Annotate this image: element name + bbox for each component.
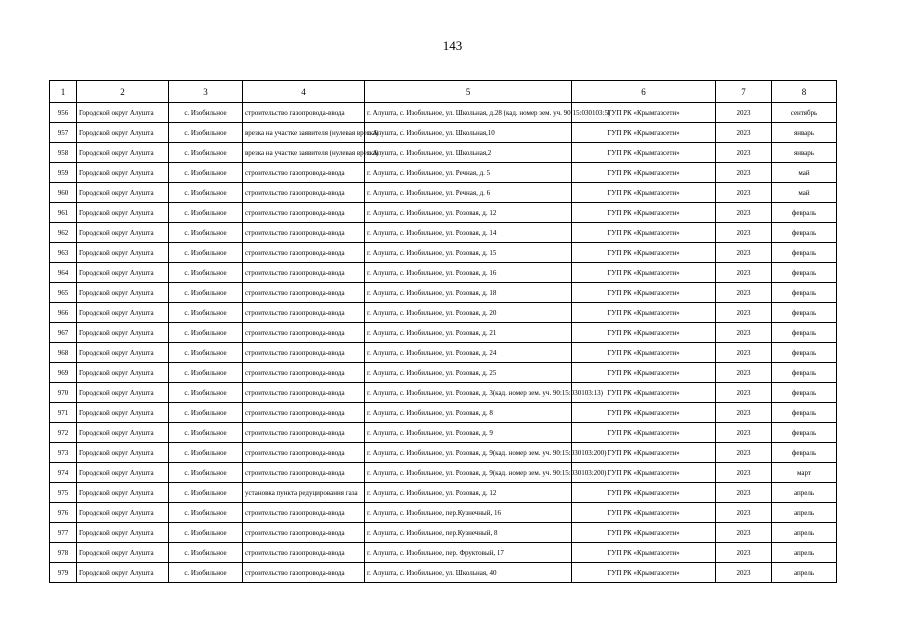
table-row xyxy=(50,363,837,383)
month-cell: февраль xyxy=(772,403,837,423)
organization-cell: ГУП РК «Крымгазсети» xyxy=(572,423,716,443)
organization-cell: ГУП РК «Крымгазсети» xyxy=(572,223,716,243)
settlement-cell: с. Изобильное xyxy=(169,323,243,343)
address-cell: г. Алушта, с. Изобильное, пер. Фруктовый, 17 xyxy=(365,543,572,563)
month-cell: апрель xyxy=(772,523,837,543)
year-cell: 2023 xyxy=(716,283,772,303)
district-cell: Городской округ Алушта xyxy=(77,543,169,563)
work-type-cell: строительство газопровода-ввода xyxy=(243,203,365,223)
organization-cell: ГУП РК «Крымгазсети» xyxy=(572,323,716,343)
table-row xyxy=(50,223,837,243)
month-cell: февраль xyxy=(772,423,837,443)
settlement-cell: с. Изобильное xyxy=(169,283,243,303)
year-cell: 2023 xyxy=(716,483,772,503)
month-cell: февраль xyxy=(772,203,837,223)
table-row xyxy=(50,163,837,183)
table-row xyxy=(50,243,837,263)
month-cell: апрель xyxy=(772,543,837,563)
table-row xyxy=(50,483,837,503)
district-cell: Городской округ Алушта xyxy=(77,483,169,503)
settlement-cell: с. Изобильное xyxy=(169,483,243,503)
organization-cell: ГУП РК «Крымгазсети» xyxy=(572,363,716,383)
organization-cell: ГУП РК «Крымгазсети» xyxy=(572,243,716,263)
year-cell: 2023 xyxy=(716,243,772,263)
year-cell: 2023 xyxy=(716,163,772,183)
address-cell: г. Алушта, с. Изобильное, ул. Розовая, д. 18 xyxy=(365,283,572,303)
table-row xyxy=(50,563,837,583)
district-cell: Городской округ Алушта xyxy=(77,203,169,223)
table-row xyxy=(50,463,837,483)
organization-cell: ГУП РК «Крымгазсети» xyxy=(572,523,716,543)
organization-cell: ГУП РК «Крымгазсети» xyxy=(572,343,716,363)
row-number: 961 xyxy=(50,203,77,223)
month-cell: февраль xyxy=(772,323,837,343)
settlement-cell: с. Изобильное xyxy=(169,303,243,323)
table-row xyxy=(50,383,837,403)
row-number: 963 xyxy=(50,243,77,263)
district-cell: Городской округ Алушта xyxy=(77,223,169,243)
organization-cell: ГУП РК «Крымгазсети» xyxy=(572,163,716,183)
gasification-table xyxy=(49,80,837,583)
year-cell: 2023 xyxy=(716,183,772,203)
month-cell: февраль xyxy=(772,223,837,243)
settlement-cell: с. Изобильное xyxy=(169,223,243,243)
district-cell: Городской округ Алушта xyxy=(77,263,169,283)
row-number: 969 xyxy=(50,363,77,383)
address-cell: г. Алушта, с. Изобильное, пер.Кузнечный, 16 xyxy=(365,503,572,523)
row-number: 971 xyxy=(50,403,77,423)
month-cell: январь xyxy=(772,143,837,163)
settlement-cell: с. Изобильное xyxy=(169,503,243,523)
address-cell: г. Алушта, с. Изобильное, ул. Розовая, д. 20 xyxy=(365,303,572,323)
address-cell: г. Алушта, с. Изобильное, ул. Розовая, д. 8 xyxy=(365,403,572,423)
district-cell: Городской округ Алушта xyxy=(77,443,169,463)
table-row xyxy=(50,343,837,363)
address-cell: г. Алушта, с. Изобильное, пер.Кузнечный, 8 xyxy=(365,523,572,543)
year-cell: 2023 xyxy=(716,223,772,243)
organization-cell: ГУП РК «Крымгазсети» xyxy=(572,183,716,203)
organization-cell: ГУП РК «Крымгазсети» xyxy=(572,263,716,283)
header-col-4: 4 xyxy=(243,81,365,103)
organization-cell: ГУП РК «Крымгазсети» xyxy=(572,383,716,403)
work-type-cell: строительство газопровода-ввода xyxy=(243,363,365,383)
month-cell: февраль xyxy=(772,263,837,283)
work-type-cell: строительство газопровода-ввода xyxy=(243,383,365,403)
row-number: 977 xyxy=(50,523,77,543)
month-cell: апрель xyxy=(772,503,837,523)
year-cell: 2023 xyxy=(716,503,772,523)
address-cell: г. Алушта, с. Изобильное, ул. Речная, д. 5 xyxy=(365,163,572,183)
district-cell: Городской округ Алушта xyxy=(77,103,169,123)
work-type-cell: врезка на участке заявителя (нулевая врезка) xyxy=(243,143,365,163)
work-type-cell: строительство газопровода-ввода xyxy=(243,503,365,523)
month-cell: май xyxy=(772,183,837,203)
work-type-cell: строительство газопровода-ввода xyxy=(243,343,365,363)
year-cell: 2023 xyxy=(716,443,772,463)
district-cell: Городской округ Алушта xyxy=(77,143,169,163)
district-cell: Городской округ Алушта xyxy=(77,183,169,203)
work-type-cell: установка пункта редуцирования газа xyxy=(243,483,365,503)
district-cell: Городской округ Алушта xyxy=(77,463,169,483)
work-type-cell: строительство газопровода-ввода xyxy=(243,163,365,183)
address-cell: г. Алушта, с. Изобильное, ул. Розовая, д. 24 xyxy=(365,343,572,363)
page-number: 143 xyxy=(442,38,463,53)
district-cell: Городской округ Алушта xyxy=(77,423,169,443)
work-type-cell: строительство газопровода-ввода xyxy=(243,463,365,483)
table-row xyxy=(50,283,837,303)
work-type-cell: строительство газопровода-ввода xyxy=(243,303,365,323)
work-type-cell: строительство газопровода-ввода xyxy=(243,443,365,463)
settlement-cell: с. Изобильное xyxy=(169,383,243,403)
year-cell: 2023 xyxy=(716,363,772,383)
district-cell: Городской округ Алушта xyxy=(77,283,169,303)
month-cell: сентябрь xyxy=(772,103,837,123)
row-number: 965 xyxy=(50,283,77,303)
row-number: 964 xyxy=(50,263,77,283)
year-cell: 2023 xyxy=(716,323,772,343)
month-cell: март xyxy=(772,463,837,483)
year-cell: 2023 xyxy=(716,303,772,323)
settlement-cell: с. Изобильное xyxy=(169,183,243,203)
organization-cell: ГУП РК «Крымгазсети» xyxy=(572,503,716,523)
work-type-cell: строительство газопровода-ввода xyxy=(243,523,365,543)
work-type-cell: строительство газопровода-ввода xyxy=(243,563,365,583)
district-cell: Городской округ Алушта xyxy=(77,343,169,363)
address-cell: г. Алушта, с. Изобильное, ул. Школьная,10 xyxy=(365,123,572,143)
settlement-cell: с. Изобильное xyxy=(169,123,243,143)
address-cell: г. Алушта, с. Изобильное, ул. Розовая, д. 9 xyxy=(365,423,572,443)
organization-cell: ГУП РК «Крымгазсети» xyxy=(572,443,716,463)
settlement-cell: с. Изобильное xyxy=(169,143,243,163)
organization-cell: ГУП РК «Крымгазсети» xyxy=(572,303,716,323)
month-cell: февраль xyxy=(772,383,837,403)
organization-cell: ГУП РК «Крымгазсети» xyxy=(572,103,716,123)
settlement-cell: с. Изобильное xyxy=(169,443,243,463)
row-number: 966 xyxy=(50,303,77,323)
table-row xyxy=(50,183,837,203)
organization-cell: ГУП РК «Крымгазсети» xyxy=(572,563,716,583)
address-cell: г. Алушта, с. Изобильное, ул. Розовая, д. 12 xyxy=(365,483,572,503)
work-type-cell: строительство газопровода-ввода xyxy=(243,403,365,423)
settlement-cell: с. Изобильное xyxy=(169,563,243,583)
work-type-cell: строительство газопровода-ввода xyxy=(243,263,365,283)
settlement-cell: с. Изобильное xyxy=(169,343,243,363)
settlement-cell: с. Изобильное xyxy=(169,103,243,123)
address-cell: г. Алушта, с. Изобильное, ул. Школьная,2 xyxy=(365,143,572,163)
address-cell: г. Алушта, с. Изобильное, ул. Розовая, д. 15 xyxy=(365,243,572,263)
row-number: 970 xyxy=(50,383,77,403)
year-cell: 2023 xyxy=(716,463,772,483)
month-cell: февраль xyxy=(772,443,837,463)
header-col-2: 2 xyxy=(77,81,169,103)
header-row xyxy=(50,81,837,103)
district-cell: Городской округ Алушта xyxy=(77,503,169,523)
row-number: 959 xyxy=(50,163,77,183)
organization-cell: ГУП РК «Крымгазсети» xyxy=(572,283,716,303)
settlement-cell: с. Изобильное xyxy=(169,203,243,223)
settlement-cell: с. Изобильное xyxy=(169,243,243,263)
district-cell: Городской округ Алушта xyxy=(77,403,169,423)
year-cell: 2023 xyxy=(716,543,772,563)
district-cell: Городской округ Алушта xyxy=(77,323,169,343)
address-cell: г. Алушта, с. Изобильное, ул. Розовая, д. 25 xyxy=(365,363,572,383)
organization-cell: ГУП РК «Крымгазсети» xyxy=(572,203,716,223)
header-col-3: 3 xyxy=(169,81,243,103)
work-type-cell: строительство газопровода-ввода xyxy=(243,543,365,563)
year-cell: 2023 xyxy=(716,103,772,123)
row-number: 956 xyxy=(50,103,77,123)
year-cell: 2023 xyxy=(716,383,772,403)
month-cell: январь xyxy=(772,123,837,143)
row-number: 972 xyxy=(50,423,77,443)
table-row xyxy=(50,263,837,283)
work-type-cell: строительство газопровода-ввода xyxy=(243,223,365,243)
district-cell: Городской округ Алушта xyxy=(77,163,169,183)
table-row xyxy=(50,523,837,543)
table-row xyxy=(50,143,837,163)
organization-cell: ГУП РК «Крымгазсети» xyxy=(572,543,716,563)
year-cell: 2023 xyxy=(716,563,772,583)
header-col-5: 5 xyxy=(365,81,572,103)
month-cell: апрель xyxy=(772,483,837,503)
table-row xyxy=(50,123,837,143)
work-type-cell: строительство газопровода-ввода xyxy=(243,103,365,123)
year-cell: 2023 xyxy=(716,343,772,363)
organization-cell: ГУП РК «Крымгазсети» xyxy=(572,143,716,163)
row-number: 968 xyxy=(50,343,77,363)
month-cell: февраль xyxy=(772,303,837,323)
year-cell: 2023 xyxy=(716,263,772,283)
year-cell: 2023 xyxy=(716,123,772,143)
district-cell: Городской округ Алушта xyxy=(77,243,169,263)
district-cell: Городской округ Алушта xyxy=(77,383,169,403)
year-cell: 2023 xyxy=(716,403,772,423)
header-col-1: 1 xyxy=(50,81,77,103)
table-row xyxy=(50,423,837,443)
header-col-8: 8 xyxy=(772,81,837,103)
year-cell: 2023 xyxy=(716,203,772,223)
address-cell: г. Алушта, с. Изобильное, ул. Розовая, д. 9(кад. номер зем. уч. 90:15:030103:200) xyxy=(365,463,572,483)
district-cell: Городской округ Алушта xyxy=(77,523,169,543)
address-cell: г. Алушта, с. Изобильное, ул. Розовая, д. 12 xyxy=(365,203,572,223)
row-number: 976 xyxy=(50,503,77,523)
settlement-cell: с. Изобильное xyxy=(169,523,243,543)
table-row xyxy=(50,303,837,323)
row-number: 979 xyxy=(50,563,77,583)
work-type-cell: строительство газопровода-ввода xyxy=(243,283,365,303)
header-col-7: 7 xyxy=(716,81,772,103)
organization-cell: ГУП РК «Крымгазсети» xyxy=(572,123,716,143)
work-type-cell: врезка на участке заявителя (нулевая врезка) xyxy=(243,123,365,143)
row-number: 974 xyxy=(50,463,77,483)
address-cell: г. Алушта, с. Изобильное, ул. Розовая, д. 3(кад. номер зем. уч. 90:15:030103:13) xyxy=(365,383,572,403)
address-cell: г. Алушта, с. Изобильное, ул. Розовая, д. 9(кад. номер зем. уч. 90:15:030103:200) xyxy=(365,443,572,463)
table-row xyxy=(50,403,837,423)
year-cell: 2023 xyxy=(716,143,772,163)
district-cell: Городской округ Алушта xyxy=(77,123,169,143)
table-row xyxy=(50,503,837,523)
settlement-cell: с. Изобильное xyxy=(169,423,243,443)
address-cell: г. Алушта, с. Изобильное, ул. Розовая, д. 16 xyxy=(365,263,572,283)
month-cell: февраль xyxy=(772,343,837,363)
address-cell: г. Алушта, с. Изобильное, ул. Школьная, 40 xyxy=(365,563,572,583)
year-cell: 2023 xyxy=(716,423,772,443)
work-type-cell: строительство газопровода-ввода xyxy=(243,183,365,203)
settlement-cell: с. Изобильное xyxy=(169,543,243,563)
header-col-6: 6 xyxy=(572,81,716,103)
row-number: 975 xyxy=(50,483,77,503)
district-cell: Городской округ Алушта xyxy=(77,363,169,383)
district-cell: Городской округ Алушта xyxy=(77,303,169,323)
table-row xyxy=(50,543,837,563)
row-number: 957 xyxy=(50,123,77,143)
settlement-cell: с. Изобильное xyxy=(169,163,243,183)
month-cell: февраль xyxy=(772,243,837,263)
organization-cell: ГУП РК «Крымгазсети» xyxy=(572,483,716,503)
organization-cell: ГУП РК «Крымгазсети» xyxy=(572,463,716,483)
address-cell: г. Алушта, с. Изобильное, ул. Розовая, д. 14 xyxy=(365,223,572,243)
settlement-cell: с. Изобильное xyxy=(169,403,243,423)
year-cell: 2023 xyxy=(716,523,772,543)
row-number: 978 xyxy=(50,543,77,563)
work-type-cell: строительство газопровода-ввода xyxy=(243,243,365,263)
address-cell: г. Алушта, с. Изобильное, ул. Речная, д. 6 xyxy=(365,183,572,203)
settlement-cell: с. Изобильное xyxy=(169,263,243,283)
row-number: 967 xyxy=(50,323,77,343)
row-number: 973 xyxy=(50,443,77,463)
address-cell: г. Алушта, с. Изобильное, ул. Розовая, д. 21 xyxy=(365,323,572,343)
work-type-cell: строительство газопровода-ввода xyxy=(243,323,365,343)
organization-cell: ГУП РК «Крымгазсети» xyxy=(572,403,716,423)
month-cell: февраль xyxy=(772,283,837,303)
month-cell: май xyxy=(772,163,837,183)
work-type-cell: строительство газопровода-ввода xyxy=(243,423,365,443)
row-number: 958 xyxy=(50,143,77,163)
table-row xyxy=(50,323,837,343)
table-row xyxy=(50,203,837,223)
address-cell: г. Алушта, с. Изобильное, ул. Школьная, д.28 (кад. номер зем. уч. 90:15:030103:5) xyxy=(365,103,572,123)
settlement-cell: с. Изобильное xyxy=(169,463,243,483)
row-number: 962 xyxy=(50,223,77,243)
settlement-cell: с. Изобильное xyxy=(169,363,243,383)
table-row xyxy=(50,443,837,463)
month-cell: февраль xyxy=(772,363,837,383)
row-number: 960 xyxy=(50,183,77,203)
month-cell: апрель xyxy=(772,563,837,583)
district-cell: Городской округ Алушта xyxy=(77,563,169,583)
table-row xyxy=(50,103,837,123)
